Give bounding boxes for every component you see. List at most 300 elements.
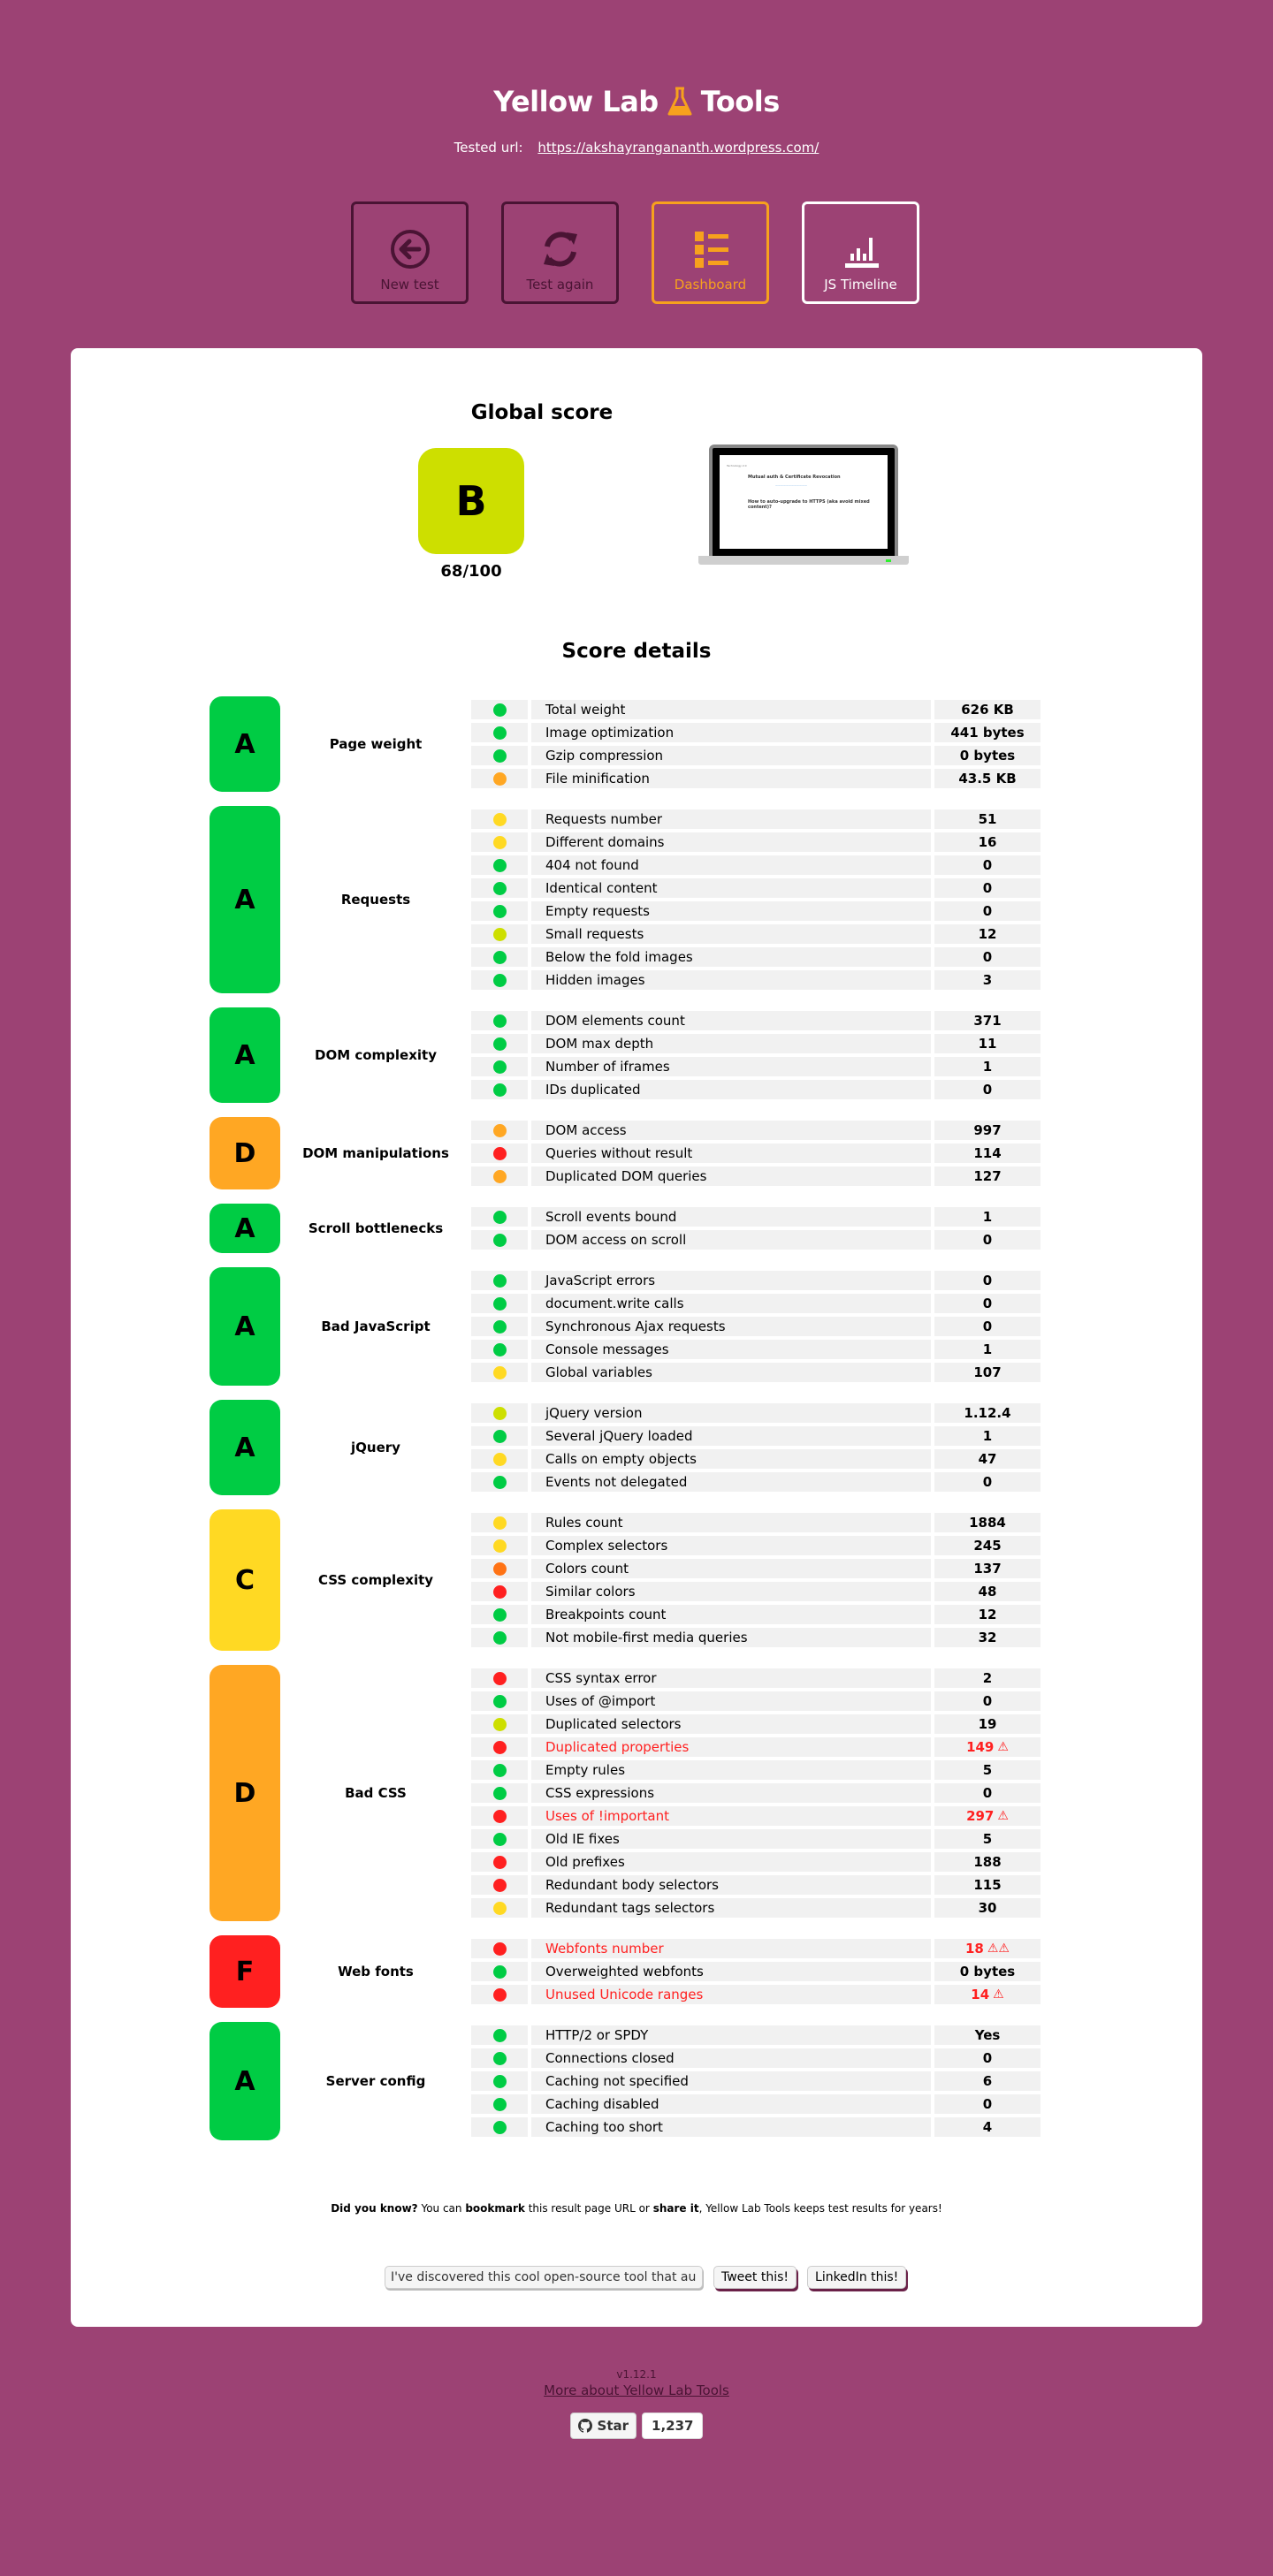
metric-value-cell [934, 723, 1041, 742]
status-cell [471, 1403, 528, 1423]
metric-value: 0 [982, 857, 993, 873]
metric-row[interactable] [471, 1898, 1041, 1918]
metric-row[interactable] [471, 1034, 1041, 1053]
metric-label: Small requests [531, 924, 931, 944]
metric-value-cell [934, 855, 1041, 875]
metric-row[interactable] [471, 1691, 1041, 1711]
metric-rows [471, 700, 1041, 792]
status-cell [471, 924, 528, 944]
status-dot-icon [493, 1320, 507, 1334]
metric-row[interactable] [471, 769, 1041, 788]
metric-value: 245 [973, 1538, 1002, 1554]
metric-label: Overweighted webfonts [531, 1962, 931, 1981]
status-cell [471, 1806, 528, 1826]
metric-row[interactable] [471, 1166, 1041, 1186]
metric-label: IDs duplicated [531, 1080, 931, 1099]
metric-value: 1 [982, 1428, 993, 1444]
metric-row[interactable] [471, 809, 1041, 829]
status-dot-icon [493, 1037, 507, 1051]
status-dot-icon [493, 1476, 507, 1489]
metric-label: Synchronous Ajax requests [531, 1317, 931, 1336]
metric-row[interactable] [471, 1714, 1041, 1734]
group-grade-badge: A [210, 1007, 280, 1103]
metric-row[interactable] [471, 1121, 1041, 1140]
metric-value-cell [934, 1783, 1041, 1803]
group-grade-badge: A [210, 696, 280, 792]
metric-row[interactable] [471, 1340, 1041, 1359]
metric-row[interactable] [471, 700, 1041, 719]
metric-value-cell [934, 1034, 1041, 1053]
group-grade-badge: D [210, 1665, 280, 1921]
metric-row[interactable] [471, 1737, 1041, 1757]
metric-row[interactable] [471, 1011, 1041, 1030]
results-card [71, 348, 1202, 2327]
status-cell [471, 2071, 528, 2091]
metric-row[interactable] [471, 1207, 1041, 1227]
metric-label: Identical content [531, 878, 931, 898]
metric-row[interactable] [471, 1605, 1041, 1624]
status-dot-icon [493, 2029, 507, 2042]
status-dot-icon [493, 1274, 507, 1288]
metric-value: 16 [978, 834, 997, 850]
status-cell [471, 1207, 528, 1227]
metric-label: Several jQuery loaded [531, 1426, 931, 1446]
metric-label: Similar colors [531, 1582, 931, 1601]
metric-value: 0 bytes [959, 1964, 1016, 1979]
metric-row[interactable] [471, 1559, 1041, 1578]
status-dot-icon [493, 1297, 507, 1311]
dashboard-label: Dashboard [674, 277, 747, 293]
metric-label: Caching too short [531, 2117, 931, 2137]
metric-value-cell [934, 1668, 1041, 1688]
metric-row[interactable] [471, 878, 1041, 898]
metric-value: 12 [978, 926, 997, 942]
test-again-button[interactable] [501, 201, 619, 304]
metric-value-cell [934, 1582, 1041, 1601]
status-cell [471, 1668, 528, 1688]
status-cell [471, 2025, 528, 2045]
metric-value: 3 [982, 972, 993, 988]
metric-label: HTTP/2 or SPDY [531, 2025, 931, 2045]
metric-value: 0 [982, 2050, 993, 2066]
metric-value: 297 [966, 1808, 995, 1824]
status-dot-icon [493, 951, 507, 964]
status-dot-icon [493, 1787, 507, 1800]
status-dot-icon [493, 1942, 507, 1956]
metric-value-cell [934, 1166, 1041, 1186]
metric-value: 997 [973, 1122, 1002, 1138]
metric-label: jQuery version [531, 1403, 931, 1423]
metric-row[interactable] [471, 1057, 1041, 1076]
status-cell [471, 1011, 528, 1030]
metric-label: JavaScript errors [531, 1271, 931, 1290]
group-label[interactable]: jQuery [351, 1440, 400, 1455]
metric-value: 12 [978, 1607, 997, 1622]
metric-value: 11 [978, 1036, 997, 1052]
metric-value-cell [934, 700, 1041, 719]
metric-value: 0 [982, 1273, 993, 1288]
metric-value: 5 [982, 1831, 993, 1847]
status-dot-icon [493, 2098, 507, 2111]
status-cell [471, 1426, 528, 1446]
status-dot-icon [493, 974, 507, 987]
metric-label: Redundant tags selectors [531, 1898, 931, 1918]
screenshot-site-title: Technology 2.0 [727, 464, 747, 467]
metric-value-cell [934, 1939, 1041, 1958]
group-grade-badge: C [210, 1509, 280, 1651]
metric-row[interactable] [471, 1962, 1041, 1981]
metric-row[interactable] [471, 1939, 1041, 1958]
status-dot-icon [493, 1562, 507, 1576]
status-dot-icon [493, 813, 507, 826]
metric-row[interactable] [471, 1513, 1041, 1532]
metric-value: 1 [982, 1059, 993, 1075]
group-label[interactable]: Page weight [329, 736, 423, 752]
metric-value-cell [934, 1472, 1041, 1492]
version-label: v1.12.1 [616, 2368, 657, 2381]
metric-row[interactable] [471, 723, 1041, 742]
metric-rows [471, 1939, 1041, 2008]
metric-value-cell [934, 1829, 1041, 1849]
group-grade-badge: A [210, 1400, 280, 1495]
metric-row[interactable] [471, 855, 1041, 875]
group-grade-badge: D [210, 1117, 280, 1189]
tweet-button[interactable]: Tweet this! [713, 2266, 797, 2289]
metric-row[interactable] [471, 1449, 1041, 1469]
status-cell [471, 1605, 528, 1624]
site-screenshot [698, 445, 909, 568]
metric-value-cell [934, 1449, 1041, 1469]
metric-value-cell [934, 878, 1041, 898]
status-cell [471, 700, 528, 719]
metric-value: 1 [982, 1209, 993, 1225]
metric-value-cell [934, 832, 1041, 852]
metric-row[interactable] [471, 1144, 1041, 1163]
metric-value-cell [934, 1513, 1041, 1532]
group-label[interactable]: DOM manipulations [302, 1145, 449, 1161]
metric-value: 0 [982, 2096, 993, 2112]
status-dot-icon [493, 1453, 507, 1466]
status-cell [471, 1080, 528, 1099]
metric-value: 0 [982, 903, 993, 919]
flask-icon [667, 87, 692, 117]
metric-value: 0 [982, 1474, 993, 1490]
score-group [210, 1939, 1111, 2004]
metric-value-cell [934, 1011, 1041, 1030]
metric-row[interactable] [471, 970, 1041, 990]
new-test-button[interactable] [351, 201, 469, 304]
group-label[interactable]: Bad JavaScript [321, 1318, 431, 1334]
metric-value: 0 [982, 1232, 993, 1248]
status-cell [471, 1144, 528, 1163]
new-test-label: New test [380, 277, 439, 293]
metric-rows [471, 1011, 1041, 1103]
metric-row[interactable] [471, 2025, 1041, 2045]
score-group [210, 1271, 1111, 1382]
group-label[interactable]: Bad CSS [345, 1785, 407, 1801]
metric-row[interactable] [471, 1294, 1041, 1313]
metric-row[interactable] [471, 832, 1041, 852]
metric-row[interactable] [471, 1829, 1041, 1849]
status-cell [471, 1760, 528, 1780]
app-title-right: Tools [700, 85, 780, 118]
status-dot-icon [493, 1988, 507, 2002]
group-label[interactable]: Scroll bottlenecks [308, 1220, 444, 1236]
page-footer [0, 2368, 1273, 2439]
metric-row[interactable] [471, 1985, 1041, 2004]
status-cell [471, 947, 528, 967]
status-dot-icon [493, 905, 507, 918]
metric-value-cell [934, 1852, 1041, 1872]
app-title [0, 85, 1273, 118]
group-label[interactable]: DOM complexity [315, 1047, 437, 1063]
more-about-link[interactable]: More about Yellow Lab Tools [544, 2382, 729, 2398]
page-header [0, 0, 1273, 348]
group-label[interactable]: Web fonts [338, 1964, 414, 1979]
metric-value-cell [934, 1536, 1041, 1555]
status-cell [471, 1340, 528, 1359]
metric-row[interactable] [471, 1806, 1041, 1826]
status-cell [471, 2094, 528, 2114]
status-dot-icon [493, 1083, 507, 1097]
metric-value: 0 [982, 1082, 993, 1098]
metric-value-cell [934, 1271, 1041, 1290]
metric-row[interactable] [471, 1317, 1041, 1336]
metric-label: Console messages [531, 1340, 931, 1359]
did-you-know-note [71, 2202, 1202, 2215]
status-dot-icon [493, 882, 507, 895]
group-grade-badge: A [210, 1204, 280, 1253]
group-label[interactable]: CSS complexity [317, 1572, 434, 1588]
metric-label: Duplicated selectors [531, 1714, 931, 1734]
status-dot-icon [493, 2121, 507, 2134]
note-text: You can [417, 2202, 466, 2215]
metric-label: CSS expressions [531, 1783, 931, 1803]
metric-row[interactable] [471, 1536, 1041, 1555]
metric-value-cell [934, 1057, 1041, 1076]
metric-value-cell [934, 1714, 1041, 1734]
github-star-button[interactable] [570, 2413, 637, 2439]
status-dot-icon [493, 836, 507, 849]
metric-row[interactable] [471, 901, 1041, 921]
metric-value: 127 [973, 1168, 1002, 1184]
metric-row[interactable] [471, 2117, 1041, 2137]
metric-row[interactable] [471, 1875, 1041, 1895]
metric-row[interactable] [471, 1668, 1041, 1688]
metric-value: 51 [978, 811, 997, 827]
status-cell [471, 746, 528, 765]
status-dot-icon [493, 1879, 507, 1892]
metric-rows [471, 1207, 1041, 1253]
status-cell [471, 1737, 528, 1757]
metric-value-cell [934, 1317, 1041, 1336]
metric-value: 47 [978, 1451, 997, 1467]
metric-value-cell [934, 1691, 1041, 1711]
metric-label: DOM access on scroll [531, 1230, 931, 1250]
status-cell [471, 1513, 528, 1532]
metric-label: 404 not found [531, 855, 931, 875]
dashboard-button[interactable] [652, 201, 769, 304]
metric-row[interactable] [471, 1230, 1041, 1250]
metric-label: Webfonts number [531, 1939, 931, 1958]
status-cell [471, 1363, 528, 1382]
metric-value-cell [934, 1875, 1041, 1895]
metric-value: 30 [978, 1900, 997, 1916]
metric-row[interactable] [471, 2048, 1041, 2068]
js-timeline-button[interactable] [802, 201, 919, 304]
metric-row[interactable] [471, 1760, 1041, 1780]
metric-value-cell [934, 1294, 1041, 1313]
metric-value: Yes [974, 2027, 1001, 2043]
metric-value: 0 [982, 949, 993, 965]
group-label[interactable]: Server config [325, 2073, 426, 2089]
status-dot-icon [493, 1810, 507, 1823]
metric-value: 441 bytes [950, 725, 1025, 741]
share-message-input[interactable] [385, 2266, 703, 2289]
metric-value: 114 [973, 1145, 1002, 1161]
screenshot-preview [720, 455, 888, 549]
metric-label: Different domains [531, 832, 931, 852]
metric-value: 14 [971, 1987, 990, 2002]
metric-row[interactable] [471, 1080, 1041, 1099]
score-group [210, 1513, 1111, 1647]
status-dot-icon [493, 2075, 507, 2088]
status-cell [471, 855, 528, 875]
metric-label: Uses of @import [531, 1691, 931, 1711]
metric-label: document.write calls [531, 1294, 931, 1313]
metric-row[interactable] [471, 1783, 1041, 1803]
status-dot-icon [493, 859, 507, 872]
app-title-left: Yellow Lab [493, 85, 659, 118]
metric-value-cell [934, 1144, 1041, 1163]
metric-value-cell [934, 1898, 1041, 1918]
status-dot-icon [493, 2052, 507, 2065]
metric-value: 32 [978, 1630, 997, 1645]
score-group [210, 1403, 1111, 1492]
metric-label: CSS syntax error [531, 1668, 931, 1688]
metric-label: DOM elements count [531, 1011, 931, 1030]
metric-value-cell [934, 2071, 1041, 2091]
js-timeline-label: JS Timeline [824, 277, 897, 293]
metric-value-cell [934, 2025, 1041, 2045]
status-cell [471, 1271, 528, 1290]
metric-row[interactable] [471, 924, 1041, 944]
metric-value-cell [934, 1207, 1041, 1227]
nav-buttons [351, 201, 919, 304]
score-group [210, 2025, 1111, 2137]
score-details-title: Score details [561, 640, 712, 663]
status-dot-icon [493, 703, 507, 717]
status-dot-icon [493, 1516, 507, 1530]
metric-label: File minification [531, 769, 931, 788]
group-grade-badge: F [210, 1935, 280, 2008]
metric-value-cell [934, 1737, 1041, 1757]
status-cell [471, 1166, 528, 1186]
metric-value: 0 [982, 1693, 993, 1709]
status-dot-icon [493, 1833, 507, 1846]
screenshot-post-1: Mutual auth & Certificate Revocation [748, 475, 841, 480]
tested-url-link[interactable]: https://akshayrangananth.wordpress.com/ [537, 140, 819, 156]
metric-value-cell [934, 1760, 1041, 1780]
status-cell [471, 769, 528, 788]
metric-value-cell [934, 947, 1041, 967]
status-dot-icon [493, 1672, 507, 1685]
linkedin-button[interactable]: LinkedIn this! [807, 2266, 906, 2289]
metric-row[interactable] [471, 1271, 1041, 1290]
metric-value-cell [934, 901, 1041, 921]
metric-row[interactable] [471, 1363, 1041, 1382]
bar-chart-icon [841, 229, 881, 270]
metric-value: 1884 [969, 1515, 1006, 1531]
metric-label: DOM access [531, 1121, 931, 1140]
metric-label: Total weight [531, 700, 931, 719]
status-cell [471, 1852, 528, 1872]
status-dot-icon [493, 1902, 507, 1915]
score-group [210, 1121, 1111, 1186]
metric-label: Complex selectors [531, 1536, 931, 1555]
metric-row[interactable] [471, 1628, 1041, 1647]
group-label[interactable]: Requests [340, 892, 411, 908]
status-dot-icon [493, 1764, 507, 1777]
metric-row[interactable] [471, 1472, 1041, 1492]
metric-value-cell [934, 1340, 1041, 1359]
metric-row[interactable] [471, 2094, 1041, 2114]
score-group [210, 700, 1111, 788]
status-cell [471, 832, 528, 852]
status-dot-icon [493, 1856, 507, 1869]
status-dot-icon [493, 1695, 507, 1708]
github-star-count[interactable]: 1,237 [642, 2413, 703, 2439]
metric-row[interactable] [471, 2071, 1041, 2091]
laptop-screen [709, 445, 898, 559]
note-share-it: share it [652, 2202, 699, 2215]
metric-value: 137 [973, 1561, 1002, 1577]
metric-row[interactable] [471, 1403, 1041, 1423]
metric-row[interactable] [471, 746, 1041, 765]
github-star-label: Star [597, 2418, 629, 2434]
status-dot-icon [493, 1718, 507, 1731]
status-dot-icon [493, 1060, 507, 1074]
status-cell [471, 2117, 528, 2137]
laptop-led [886, 559, 891, 562]
status-cell [471, 1962, 528, 1981]
metric-row[interactable] [471, 1852, 1041, 1872]
metric-value: 107 [973, 1364, 1002, 1380]
metric-value: 43.5 KB [958, 771, 1017, 786]
metric-label: Requests number [531, 809, 931, 829]
metric-label: Empty requests [531, 901, 931, 921]
metric-value: 19 [978, 1716, 997, 1732]
status-cell [471, 1536, 528, 1555]
metric-value-cell [934, 1605, 1041, 1624]
metric-row[interactable] [471, 1582, 1041, 1601]
metric-value-cell [934, 746, 1041, 765]
metric-label: Colors count [531, 1559, 931, 1578]
metric-value-cell [934, 1985, 1041, 2004]
metric-row[interactable] [471, 1426, 1041, 1446]
status-cell [471, 1939, 528, 1958]
metric-value-cell [934, 1363, 1041, 1382]
status-cell [471, 1582, 528, 1601]
metric-row[interactable] [471, 947, 1041, 967]
metric-rows [471, 1271, 1041, 1386]
warning-icon: ⚠ [993, 1987, 1004, 2002]
metric-value: 1 [982, 1341, 993, 1357]
metric-label: Image optimization [531, 723, 931, 742]
status-dot-icon [493, 1631, 507, 1645]
metric-label: Redundant body selectors [531, 1875, 931, 1895]
status-cell [471, 2048, 528, 2068]
